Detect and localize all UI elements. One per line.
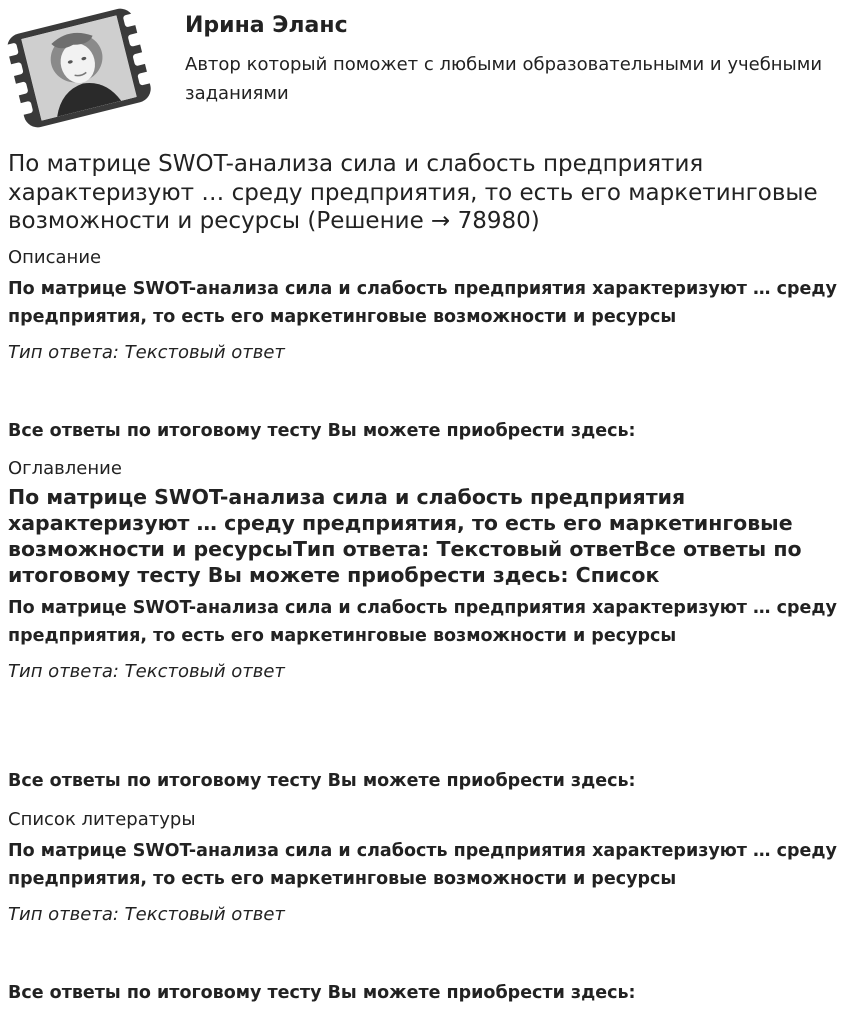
buy-answers-link[interactable]: Все ответы по итоговому тесту Вы можете приобрести здесь: xyxy=(8,421,636,441)
answer-type: Тип ответа: Текстовый ответ xyxy=(8,661,285,682)
answer-type: Тип ответа: Текстовый ответ xyxy=(8,342,285,363)
author-name[interactable]: Ирина Эланс xyxy=(185,13,348,38)
section-label-toc: Оглавление xyxy=(8,458,122,479)
section-label-literature: Список литературы xyxy=(8,809,196,830)
description-section xyxy=(8,247,838,365)
page-title: По матрице SWOT-анализа сила и слабость предприятия характеризуют … среду предприятия, то есть его маркетинговые возможности и ресурсы (Решение → 78980) xyxy=(8,151,818,234)
toc-section xyxy=(8,458,838,684)
author-description: Автор который поможет с любыми образовательными и учебными заданиями xyxy=(185,54,823,104)
question-text: По матрице SWOT-анализа сила и слабость предприятия характеризуют … среду предприятия, то есть его маркетинговые возможности и ресурсы xyxy=(8,279,837,327)
portrait-photo-icon xyxy=(6,8,152,128)
question-text: По матрице SWOT-анализа сила и слабость предприятия характеризуют … среду предприятия, то есть его маркетинговые возможности и ресурсы xyxy=(8,598,837,646)
author-card xyxy=(0,0,847,140)
answer-type: Тип ответа: Текстовый ответ xyxy=(8,904,285,925)
buy-answers-link[interactable]: Все ответы по итоговому тесту Вы можете приобрести здесь: xyxy=(8,983,636,1003)
literature-section xyxy=(8,809,838,927)
avatar[interactable] xyxy=(6,8,152,128)
toc-heading: По матрице SWOT-анализа сила и слабость предприятия характеризуют … среду предприятия, то есть его маркетинговые возможности и ресурсыТип ответа: Текстовый ответВсе ответы по итоговому тесту Вы можете приобрести здесь: Список xyxy=(8,485,802,587)
buy-answers-link[interactable]: Все ответы по итоговому тесту Вы можете приобрести здесь: xyxy=(8,771,636,791)
question-text: По матрице SWOT-анализа сила и слабость предприятия характеризуют … среду предприятия, то есть его маркетинговые возможности и ресурсы xyxy=(8,841,837,889)
section-label-description: Описание xyxy=(8,247,102,268)
